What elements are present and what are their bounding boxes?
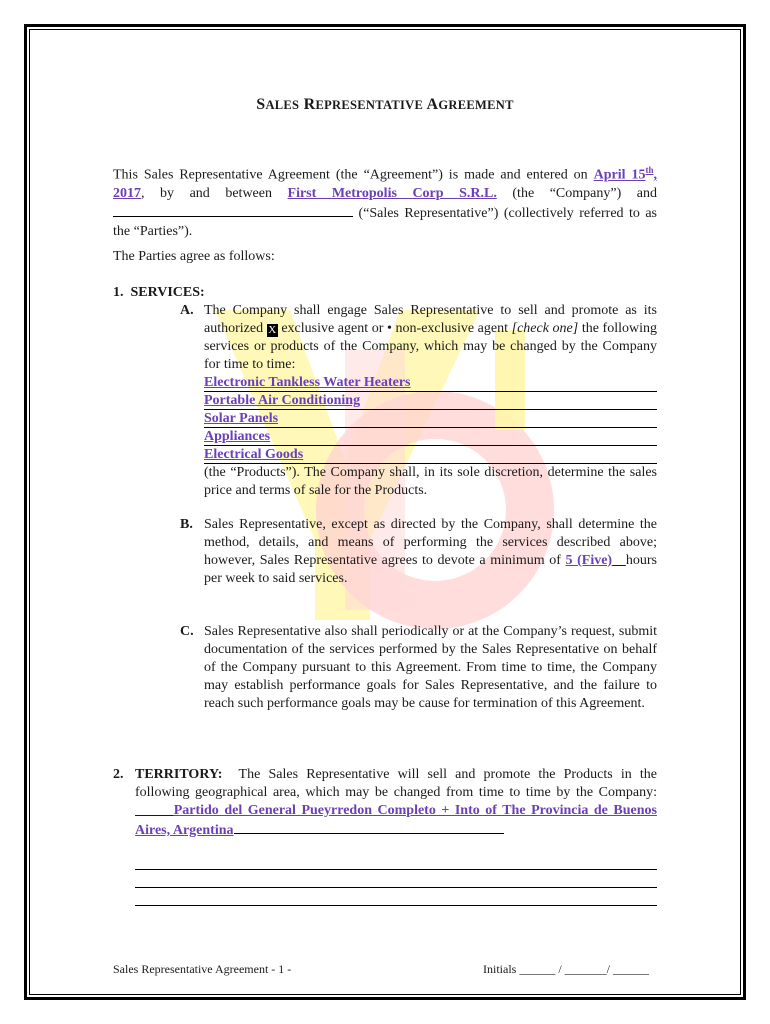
product-name: Solar Panels [204,411,279,426]
company-name: First Metropolis Corp S.R.L. [287,185,497,201]
product-line [204,392,657,410]
product-list [204,374,657,464]
footer-page-label: Sales Representative Agreement - 1 - [113,962,292,976]
document-title: SALES REPRESENTATIVE AGREEMENT [256,96,514,113]
section-1c: C. Sales Representative also shall periodically or at the Company’s request, submit documentation of the services performed by the Sales Representative on behalf of the Company pursuant to this Agreement. From time to time, the Company may establish performance goals for Sales Representative, and the failure to reach such performance goals may be cause for termination of this Agreement. [180,624,657,711]
minimum-hours: 5 (Five) [565,553,613,568]
territory-blank-line-2[interactable] [135,887,657,888]
product-name: Appliances [204,429,271,444]
product-name: Portable Air Conditioning [204,393,361,408]
section-1a: A. The Company shall engage Sales Representative to sell and promote as its authorized X exclusive agent or • non-exclusive agent [check one] the following services or products of the Company, which may be changed by the Company for time to time: Electronic Tankless Water Heaters Portable Air Conditioning Solar Panels Appliances Electrical Goods (the “Products”). The Company shall, in its sole discretion, determine the sales price and terms of sale for the Products. [180,303,657,498]
product-line [204,446,657,464]
product-line [204,374,657,392]
intro-paragraph: This Sales Representative Agreement (the “Agreement”) is made and entered on April 15th, 2017, by and between First Metropolis Corp S.R.L. (the “Company”) and (“Sales Representative”) (collectively referred to as the “Parties”). [113,165,657,239]
sales-rep-name-field[interactable] [113,203,353,217]
section-1b: B. Sales Representative, except as directed by the Company, shall determine the method, details, and means of performing the services described above; however, Sales Representative agrees to devote a minimum of 5 (Five) hours per week to said services. [180,517,657,586]
section-1-heading: 1. SERVICES: [113,285,205,300]
territory-area: Partido del General Pueyrredon Completo + Into of The Provincia de Buenos Aires, Argentina [135,803,657,838]
exclusive-checkbox[interactable]: X [268,324,277,336]
territory-blank-line-1[interactable] [135,869,657,870]
agreement-date: April [593,167,626,183]
product-name: Electronic Tankless Water Heaters [204,375,411,390]
footer-initials[interactable]: Initials ______ / _______/ ______ [483,962,649,976]
product-line [204,428,657,446]
territory-blank-line-3[interactable] [135,905,657,906]
product-line [204,410,657,428]
non-exclusive-bullet[interactable]: • [387,321,392,336]
product-name: Electrical Goods [204,447,304,462]
agree-statement: The Parties agree as follows: [113,249,275,264]
section-2: 2. TERRITORY: The Sales Representative will sell and promote the Products in the following geographical area, which may be changed from time to time by the Company: Partido del General Pueyrredon Completo + Into of The Provincia de Buenos Aires, Argentina [113,767,657,838]
